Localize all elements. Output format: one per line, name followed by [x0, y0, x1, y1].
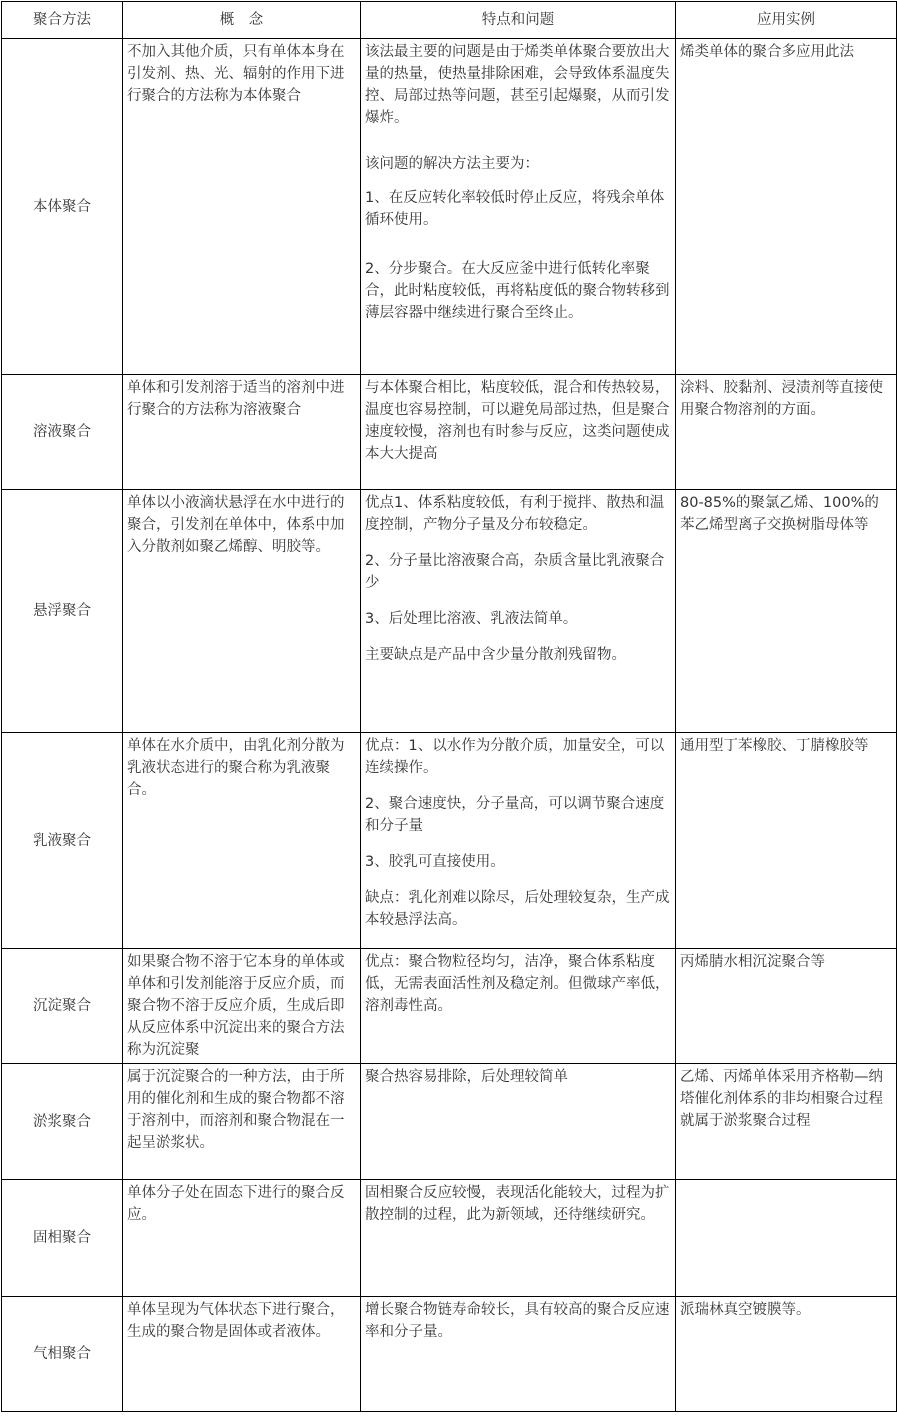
method-cell: 固相聚合 — [2, 1180, 123, 1297]
header-method: 聚合方法 — [2, 2, 123, 39]
table-row — [2, 733, 897, 949]
feature-paragraph: 聚合热容易排除，后处理较简单 — [365, 1069, 568, 1085]
polymerization-methods-table — [1, 1, 897, 1412]
concept-cell: 单体在水介质中，由乳化剂分散为乳液状态进行的聚合称为乳液聚合。 — [123, 733, 361, 949]
concept-cell: 单体呈现为气体状态下进行聚合，生成的聚合物是固体或者液体。 — [123, 1297, 361, 1412]
concept-cell: 单体和引发剂溶于适当的溶剂中进行聚合的方法称为溶液聚合 — [123, 375, 361, 490]
table-row — [2, 1180, 897, 1297]
application-cell: 烯类单体的聚合多应用此法 — [676, 39, 897, 375]
table-row — [2, 490, 897, 733]
feature-paragraph: 增长聚合物链寿命较长，具有较高的聚合反应速率和分子量。 — [365, 1302, 670, 1340]
application-cell: 派瑞林真空镀膜等。 — [676, 1297, 897, 1412]
concept-cell: 如果聚合物不溶于它本身的单体或单体和引发剂能溶于反应介质，而聚合物不溶于反应介质，生成后即从反应体系中沉淀出来的聚合方法称为沉淀聚 — [123, 949, 361, 1064]
features-cell — [361, 375, 676, 490]
feature-paragraph: 2、分子量比溶液聚合高，杂质含量比乳液聚合少 — [365, 553, 665, 591]
features-cell — [361, 949, 676, 1064]
feature-paragraph: 3、后处理比溶液、乳液法简单。 — [365, 611, 578, 627]
feature-paragraph: 该问题的解决方法主要为： — [365, 156, 539, 172]
application-cell — [676, 1180, 897, 1297]
feature-paragraph: 1、在反应转化率较低时停止反应，将残余单体循环使用。 — [365, 190, 665, 228]
method-cell: 本体聚合 — [2, 39, 123, 375]
application-cell: 80-85%的聚氯乙烯、100%的苯乙烯型离子交换树脂母体等 — [676, 490, 897, 733]
application-cell: 乙烯、丙烯单体采用齐格勒—纳塔催化剂体系的非均相聚合过程就属于淤浆聚合过程 — [676, 1064, 897, 1180]
application-cell: 丙烯腈水相沉淀聚合等 — [676, 949, 897, 1064]
concept-cell: 属于沉淀聚合的一种方法，由于所用的催化剂和生成的聚合物都不溶于溶剂中，而溶剂和聚合物混在一起呈淤浆状。 — [123, 1064, 361, 1180]
method-cell: 悬浮聚合 — [2, 490, 123, 733]
concept-cell: 单体分子处在固态下进行的聚合反应。 — [123, 1180, 361, 1297]
feature-paragraph: 优点1、体系粘度较低，有利于搅拌、散热和温度控制，产物分子量及分布较稳定。 — [365, 495, 665, 533]
feature-paragraph: 优点：聚合物粒径均匀，洁净，聚合体系粘度低，无需表面活性剂及稳定剂。但微球产率低，溶剂毒性高。 — [365, 954, 670, 1014]
header-features: 特点和问题 — [361, 2, 676, 39]
feature-paragraph: 主要缺点是产品中含少量分散剂残留物。 — [365, 647, 626, 663]
header-application: 应用实例 — [676, 2, 897, 39]
features-cell — [361, 490, 676, 733]
table-row — [2, 39, 897, 375]
feature-paragraph: 该法最主要的问题是由于烯类单体聚合要放出大量的热量，使热量排除困难，会导致体系温度失控、局部过热等问题，甚至引起爆聚，从而引发爆炸。 — [365, 44, 670, 126]
method-cell: 乳液聚合 — [2, 733, 123, 949]
header-concept: 概 念 — [123, 2, 361, 39]
concept-cell: 不加入其他介质，只有单体本身在引发剂、热、光、辐射的作用下进行聚合的方法称为本体聚合 — [123, 39, 361, 375]
feature-paragraph: 缺点：乳化剂难以除尽，后处理较复杂，生产成本较悬浮法高。 — [365, 890, 670, 928]
features-cell — [361, 1064, 676, 1180]
table-row — [2, 949, 897, 1064]
header-row — [2, 2, 897, 39]
application-cell: 通用型丁苯橡胶、丁腈橡胶等 — [676, 733, 897, 949]
method-cell: 淤浆聚合 — [2, 1064, 123, 1180]
feature-paragraph: 固相聚合反应较慢，表现活化能较大，过程为扩散控制的过程，此为新领域，还待继续研究。 — [365, 1185, 670, 1223]
table-row — [2, 1297, 897, 1412]
concept-cell: 单体以小液滴状悬浮在水中进行的聚合，引发剂在单体中，体系中加入分散剂如聚乙烯醇、明胶等。 — [123, 490, 361, 733]
application-cell: 涂料、胶黏剂、浸渍剂等直接使用聚合物溶剂的方面。 — [676, 375, 897, 490]
feature-paragraph: 3、胶乳可直接使用。 — [365, 854, 505, 870]
feature-paragraph: 2、分步聚合。在大反应釜中进行低转化率聚合，此时粘度较低，再将粘度低的聚合物转移到薄层容器中继续进行聚合至终止。 — [365, 261, 670, 321]
table-row — [2, 1064, 897, 1180]
features-cell — [361, 733, 676, 949]
features-cell — [361, 1180, 676, 1297]
features-cell — [361, 1297, 676, 1412]
features-cell — [361, 39, 676, 375]
method-cell: 沉淀聚合 — [2, 949, 123, 1064]
method-cell: 溶液聚合 — [2, 375, 123, 490]
table-row — [2, 375, 897, 490]
feature-paragraph: 优点：1、以水作为分散介质，加量安全，可以连续操作。 — [365, 738, 665, 776]
method-cell: 气相聚合 — [2, 1297, 123, 1412]
feature-paragraph: 与本体聚合相比，粘度较低，混合和传热较易，温度也容易控制，可以避免局部过热，但是聚合速度较慢，溶剂也有时参与反应，这类问题使成本大大提高 — [365, 380, 670, 462]
feature-paragraph: 2、聚合速度快，分子量高，可以调节聚合速度和分子量 — [365, 796, 665, 834]
